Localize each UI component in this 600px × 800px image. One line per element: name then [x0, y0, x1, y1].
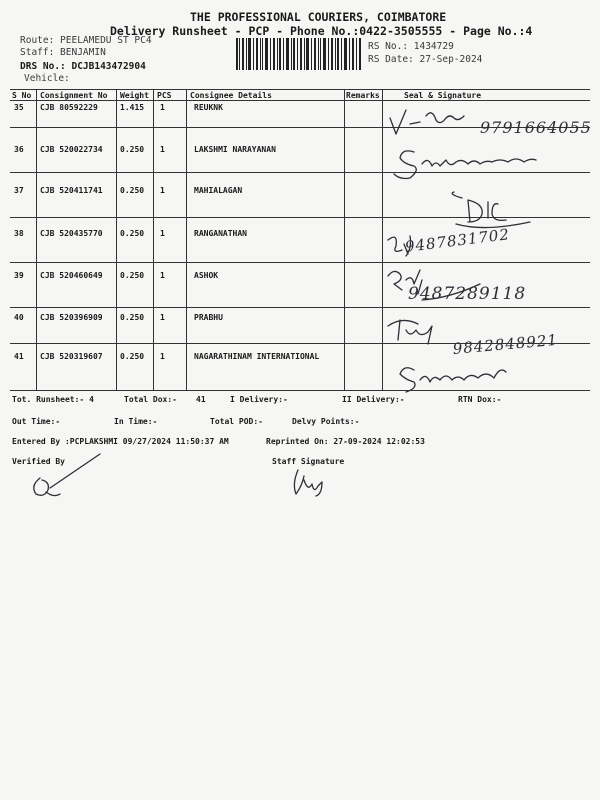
col-divider	[382, 89, 383, 390]
staff-label: Staff: BENJAMIN	[20, 47, 106, 58]
col-divider	[186, 89, 187, 390]
row-pcs: 1	[160, 103, 165, 112]
row-weight: 1.415	[120, 103, 145, 112]
staff-signature	[286, 466, 336, 500]
handwritten-phone-row40: 9842848921	[452, 330, 559, 358]
row-consignment: CJB 520435770	[40, 229, 103, 238]
vehicle-label: Vehicle:	[24, 73, 70, 84]
row-pcs: 1	[160, 313, 165, 322]
row-weight: 0.250	[120, 186, 145, 195]
verified-by-label: Verified By	[12, 457, 65, 466]
rs-number: RS No.: 1434729	[368, 41, 454, 52]
col-header-remarks: Remarks	[346, 91, 380, 100]
row-sno: 38	[14, 229, 24, 238]
row-sno: 35	[14, 103, 24, 112]
row-pcs: 1	[160, 186, 165, 195]
col-header-consignment: Consignment No	[40, 91, 108, 100]
row-consignee: LAKSHMI NARAYANAN	[194, 145, 276, 154]
col-header-sno: S No	[12, 91, 32, 100]
row-sno: 37	[14, 186, 24, 195]
handwritten-phone-row38: 9487831702	[404, 225, 511, 256]
row-weight: 0.250	[120, 229, 145, 238]
row-weight: 0.250	[120, 352, 145, 361]
row-consignee: PRABHU	[194, 313, 223, 322]
row-sno: 41	[14, 352, 24, 361]
route-label: Route: PEELAMEDU ST PC4	[20, 35, 152, 46]
total-dox-value: 41	[196, 395, 206, 404]
row-consignment: CJB 520411741	[40, 186, 103, 195]
drs-number: DRS No.: DCJB143472904	[20, 61, 146, 72]
row-weight: 0.250	[120, 313, 145, 322]
entered-by: Entered By :PCPLAKSHMI 09/27/2024 11:50:37 AM	[12, 437, 229, 446]
row-consignment: CJB 520022734	[40, 145, 103, 154]
total-pod: Total POD:-	[210, 417, 263, 426]
row-sno: 39	[14, 271, 24, 280]
in-time: In Time:-	[114, 417, 158, 426]
col-divider	[36, 89, 37, 390]
row-consignment: CJB 520396909	[40, 313, 103, 322]
row-consignee: ASHOK	[194, 271, 219, 280]
table-top-border	[10, 89, 590, 90]
runsheet-subtitle: Delivery Runsheet - PCP - Phone No.:0422-3505555 - Page No.:4	[110, 24, 533, 38]
ii-delivery: II Delivery:-	[342, 395, 405, 404]
table-header-border	[10, 100, 590, 101]
handwritten-phone-row35: 9791664055	[480, 118, 592, 137]
col-header-seal-signature: Seal & Signature	[404, 91, 482, 100]
out-time: Out Time:-	[12, 417, 61, 426]
col-divider	[116, 89, 117, 390]
reprinted-on: Reprinted On: 27-09-2024 12:02:53	[266, 437, 425, 446]
verified-by-signature	[20, 450, 110, 502]
handwritten-phone-row39: 9487289118	[408, 284, 527, 304]
row-consignment: CJB 520460649	[40, 271, 103, 280]
row-sno: 40	[14, 313, 24, 322]
row-weight: 0.250	[120, 145, 145, 154]
row-pcs: 1	[160, 271, 165, 280]
row-weight: 0.250	[120, 271, 145, 280]
rs-date: RS Date: 27-Sep-2024	[368, 54, 483, 65]
i-delivery: I Delivery:-	[230, 395, 288, 404]
row-consignment: CJB 80592229	[40, 103, 98, 112]
rtn-dox: RTN Dox:-	[458, 395, 502, 404]
row-pcs: 1	[160, 145, 165, 154]
col-header-pcs: PCS	[157, 91, 172, 100]
company-name: THE PROFESSIONAL COURIERS, COIMBATORE	[190, 10, 447, 24]
staff-signature-label: Staff Signature	[272, 457, 345, 466]
row-consignee: RANGANATHAN	[194, 229, 247, 238]
col-divider	[153, 89, 154, 390]
row-consignee: MAHIALAGAN	[194, 186, 243, 195]
delvy-points: Delvy Points:-	[292, 417, 360, 426]
row-pcs: 1	[160, 352, 165, 361]
row-pcs: 1	[160, 229, 165, 238]
total-dox-label: Total Dox:-	[124, 395, 177, 404]
tot-runsheet: Tot. Runsheet:- 4	[12, 395, 94, 404]
row-consignee: NAGARATHINAM INTERNATIONAL	[194, 352, 320, 361]
col-header-consignee: Consignee Details	[190, 91, 272, 100]
row-consignment: CJB 520319607	[40, 352, 103, 361]
col-divider	[344, 89, 345, 390]
row-sno: 36	[14, 145, 24, 154]
row-consignee: REUKNK	[194, 103, 223, 112]
col-header-weight: Weight	[120, 91, 149, 100]
barcode-image	[236, 38, 362, 70]
